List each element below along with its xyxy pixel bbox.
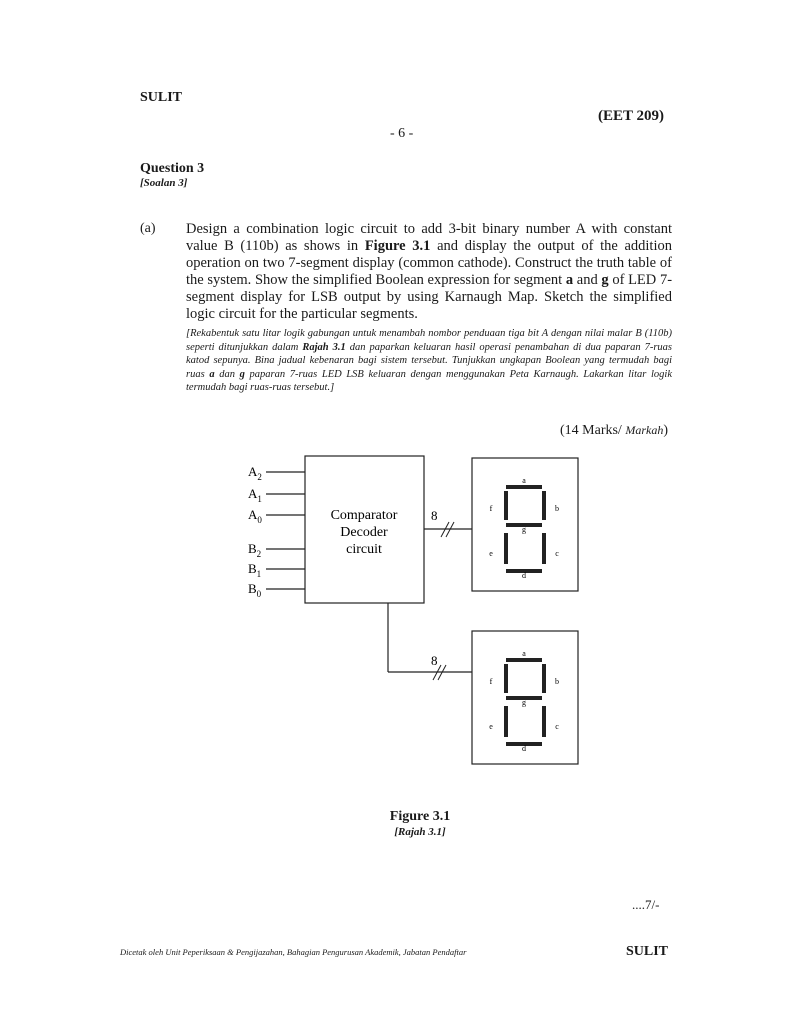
segment-label-f: f (489, 677, 493, 686)
segment-label-e: e (489, 549, 493, 558)
seven-segment-display-msb (472, 458, 578, 591)
input-label: $B_1$ (248, 561, 262, 579)
question-text-part: of LED 7-segment display for LSB output by using Karnaugh Map. Sketch the simplified logic circuit for the particular segments. (186, 272, 673, 322)
input-label: $A_0$ (248, 507, 262, 525)
input-label: $B_0$ (248, 581, 262, 599)
segment-a (506, 485, 542, 489)
segment-f (504, 664, 508, 693)
marks-suffix: ) (663, 423, 668, 438)
figure-reference-malay: Rajah 3.1 (302, 341, 346, 353)
segment-label-b: b (555, 504, 559, 513)
input-label-subscript: 2 (257, 472, 262, 482)
segment-g-ref-malay: g (239, 368, 245, 380)
input-label: $A_1$ (248, 486, 262, 504)
input-label-subscript: 0 (256, 589, 262, 599)
question-text-part: and display the output of the addition operation on two 7-segment display (common cathode). Construct the truth table of the system. Show the simplified Boolean expression for segment (186, 238, 672, 288)
figure-caption: Figure 3.1 (389, 809, 451, 824)
question-text-part: Design a combination logic circuit to add 3-bit binary number A with constant value B (110b) as shows in (186, 221, 672, 254)
segment-label-a: a (522, 476, 526, 485)
segment-label-d: d (522, 744, 526, 753)
segment-e (504, 706, 508, 737)
seven-segment-display-lsb (472, 631, 578, 764)
marks-prefix: (14 Marks/ (560, 423, 626, 438)
question-text-part: and (573, 272, 602, 288)
marks (560, 423, 668, 439)
question-text-part: dan (214, 368, 240, 380)
segment-label-e: e (489, 722, 493, 731)
segment-label-b: b (555, 677, 559, 686)
figure-3-1-diagram (230, 450, 590, 780)
page-continuation: ....7/- (632, 897, 660, 912)
bus-width-label: 8 (431, 508, 438, 523)
input-label-subscript: 1 (256, 569, 262, 579)
input-label-subscript: 1 (257, 494, 262, 504)
segment-a (506, 658, 542, 662)
input-label: $B_2$ (248, 541, 262, 559)
segment-label-a: a (522, 649, 526, 658)
segment-b (542, 664, 546, 693)
segment-label-c: c (555, 722, 559, 731)
segment-label-g: g (522, 525, 526, 534)
question-title: Question 3 (140, 161, 205, 176)
question-text-part: paparan 7-ruas LED LSB keluaran dengan menggunakan Peta Karnaugh. Lakarkan litar logik termudah bagi ruas-ruas tersebut.] (186, 368, 672, 393)
segment-b (542, 491, 546, 520)
figure-reference: Figure 3.1 (364, 238, 431, 254)
segment-label-d: d (522, 571, 526, 580)
footer-printed-by: Dicetak oleh Unit Peperiksaan & Pengijazahan, Bahagian Pengurusan Akademik, Jabatan Pendaftar (120, 947, 467, 957)
input-label: $A_2$ (248, 464, 262, 482)
input-label-subscript: 2 (256, 549, 262, 559)
figure-caption-malay: [Rajah 3.1] (394, 826, 446, 838)
segment-label-c: c (555, 549, 559, 558)
segment-label-f: f (489, 504, 493, 513)
question-text-part: [Rekabentuk satu litar logik gabungan untuk menambah nombor penduaan tiga bit A dengan nilai malar B (110b) seperti ditunjukkan dalam (186, 328, 672, 353)
footer-classification: SULIT (626, 944, 669, 959)
question-title-malay: [Soalan 3] (140, 177, 188, 189)
segment-g-ref: g (601, 272, 609, 288)
segment-c (542, 533, 546, 564)
block-label-line: circuit (346, 542, 382, 557)
block-label-line: Decoder (340, 525, 388, 540)
segment-c (542, 706, 546, 737)
course-code: (EET 209) (598, 108, 664, 124)
marks-malay: Markah (625, 423, 664, 437)
question-text-malay (186, 327, 672, 395)
page-number: - 6 - (390, 126, 414, 141)
segment-f (504, 491, 508, 520)
block-label-line: Comparator (330, 508, 398, 523)
question-text-english (186, 221, 672, 323)
header-classification: SULIT (140, 90, 183, 105)
input-labels (248, 464, 305, 599)
part-label: (a) (140, 221, 156, 236)
segment-a-ref-malay: a (209, 368, 215, 380)
segment-a-ref: a (565, 272, 574, 288)
segment-e (504, 533, 508, 564)
question-text-part: dan paparkan keluaran hasil operasi penambahan di dua paparan 7-ruas katod sepunya. Bina jadual kebenaran bagi sistem tersebut. Tunjukkan ungkapan Boolean yang termudah bagi ruas (186, 341, 672, 380)
bus-width-label: 8 (431, 653, 438, 668)
segment-label-g: g (522, 698, 526, 707)
input-label-subscript: 0 (257, 515, 262, 525)
